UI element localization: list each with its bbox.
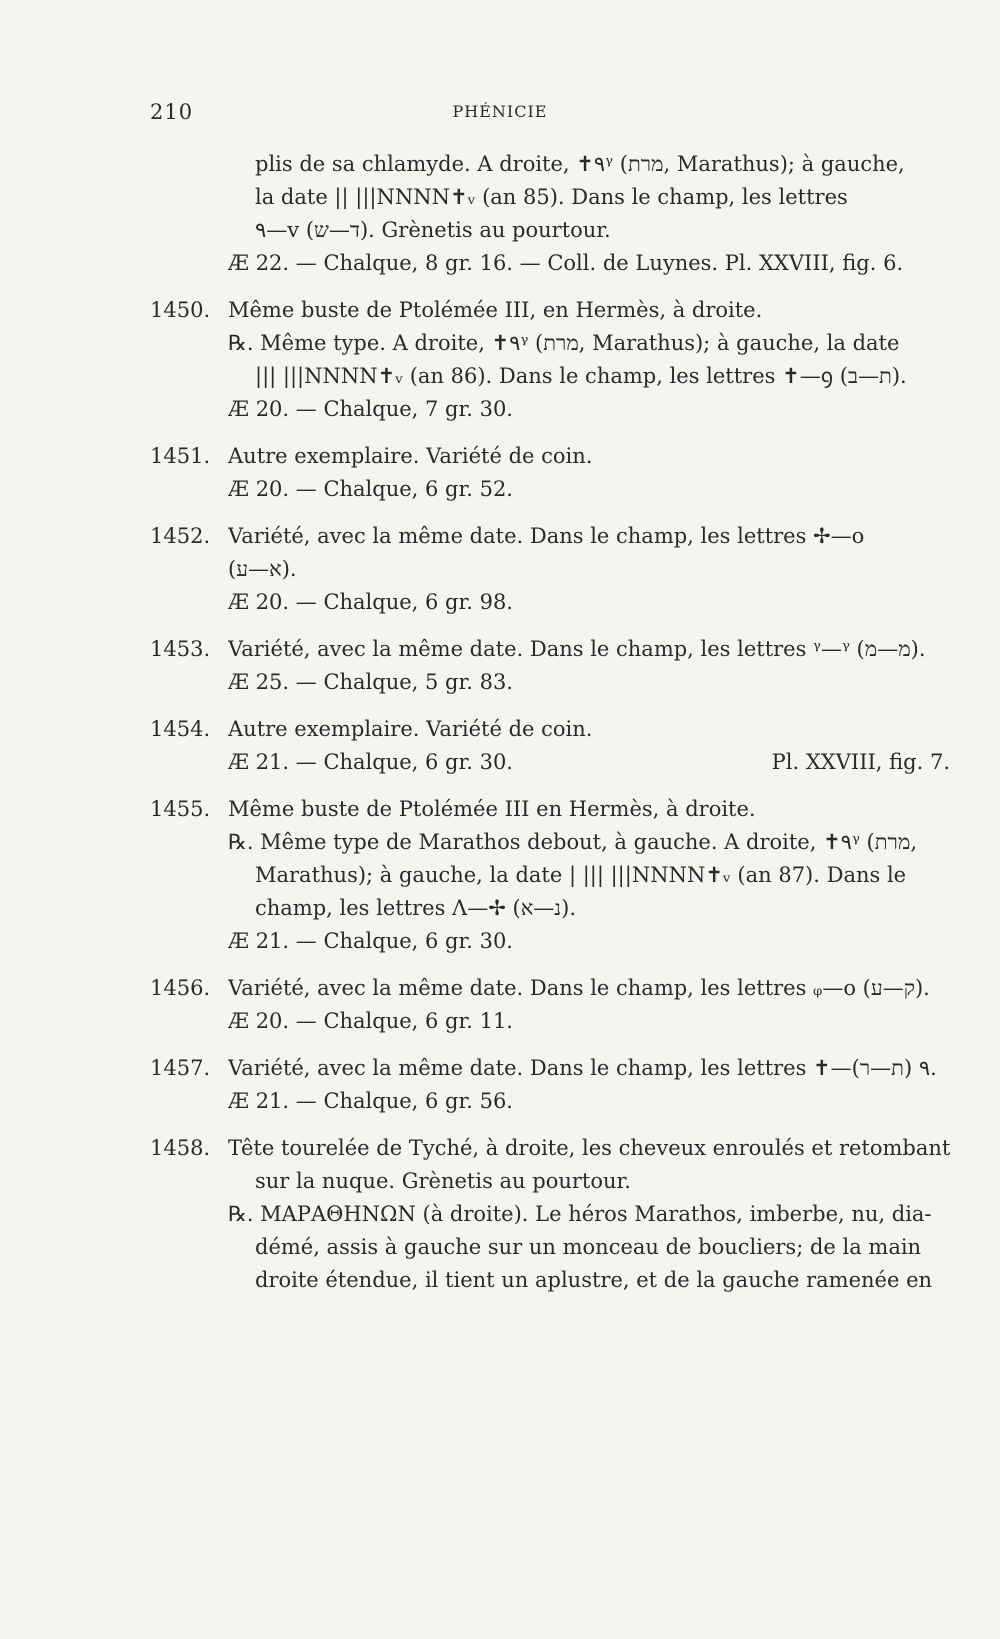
entry-line: [228, 1132, 950, 1165]
entry-line: [255, 148, 950, 181]
entry-line: [228, 746, 950, 779]
entry-line-text: Marathus); à gauche, la date | ||| |||ΝΝΝΝ✝ᵥ (an 87). Dans le: [255, 863, 907, 887]
entry-line: [228, 393, 950, 426]
entry-line-text: Variété, avec la même date. Dans le champ, les lettres ᵩ—ᴏ (ק—ע).: [228, 976, 930, 1000]
entry-line-text: Variété, avec la même date. Dans le champ, les lettres ✝—٩ (ת—ר).: [228, 1056, 937, 1080]
entry-line-text: Æ 20. — Chalque, 6 gr. 52.: [228, 477, 513, 501]
entry-line: [228, 713, 950, 746]
entry-line-text: ℞. Même type. A droite, ✝٩ᵞ (מרת, Marathus); à gauche, la date: [228, 331, 900, 355]
page-number: 210: [150, 100, 194, 124]
entry-line-text: la date || |||ΝΝΝΝ✝ᵥ (an 85). Dans le champ, les lettres: [255, 185, 848, 209]
entry-line: [228, 972, 950, 1005]
entry-line-text: Autre exemplaire. Variété de coin.: [228, 444, 593, 468]
entry-line-text: Æ 25. — Chalque, 5 gr. 83.: [228, 670, 513, 694]
entry-number: 1457.: [150, 1056, 211, 1080]
entry-line-text: Æ 20. — Chalque, 6 gr. 98.: [228, 590, 513, 614]
entry-line-text: Même buste de Ptolémée III en Hermès, à droite.: [228, 797, 756, 821]
catalogue-entry: [150, 633, 950, 699]
entry-line: [255, 214, 950, 247]
entry-line: [255, 1231, 950, 1264]
catalogue-entry: [150, 294, 950, 426]
catalogue-entry: [150, 148, 950, 280]
catalogue-entry: [150, 793, 950, 958]
entry-line: [228, 633, 950, 666]
entry-line: [228, 793, 950, 826]
entry-line: [255, 892, 950, 925]
entry-line-text: (א—ע).: [228, 557, 297, 581]
entry-line: [228, 294, 950, 327]
entry-line: [228, 440, 950, 473]
catalogue-entry: [150, 440, 950, 506]
entry-line-text: ℞. ΜΑΡΑΘΗΝΩΝ (à droite). Le héros Marathos, imberbe, nu, dia-: [228, 1202, 932, 1226]
catalogue-entry: [150, 1052, 950, 1118]
entry-line-text: plis de sa chlamyde. A droite, ✝٩ᵞ (מרת, Marathus); à gauche,: [255, 152, 905, 176]
entry-line: [228, 327, 950, 360]
entry-line-text: Æ 22. — Chalque, 8 gr. 16. — Coll. de Luynes. Pl. XXVIII, fig. 6.: [228, 251, 904, 275]
entry-line-text: Même buste de Ptolémée III, en Hermès, à droite.: [228, 298, 763, 322]
catalogue-entry: [150, 972, 950, 1038]
entry-line: [228, 586, 950, 619]
entry-line: [228, 1085, 950, 1118]
entry-line: [228, 553, 950, 586]
entry-line: [255, 360, 950, 393]
catalogue-entry: [150, 713, 950, 779]
entry-line-text: Variété, avec la même date. Dans le champ, les lettres ✢—ᴏ: [228, 524, 865, 548]
entry-line: [255, 1264, 950, 1297]
entry-line: [228, 666, 950, 699]
entry-line-text: Variété, avec la même date. Dans le champ, les lettres ᵞ—ᵞ (מ—מ).: [228, 637, 926, 661]
entry-line-text: Æ 21. — Chalque, 6 gr. 30.: [228, 750, 513, 774]
plate-reference: Pl. XXVIII, fig. 7.: [771, 750, 950, 774]
entry-line-text: ℞. Même type de Marathos debout, à gauche. A droite, ✝٩ᵞ (מרת,: [228, 830, 917, 854]
entry-line-text: droite étendue, il tient un aplustre, et de la gauche ramenée en: [255, 1268, 933, 1292]
entry-line-text: Æ 21. — Chalque, 6 gr. 30.: [228, 929, 513, 953]
entry-line: [228, 473, 950, 506]
entry-line: [228, 925, 950, 958]
entry-line: [255, 1165, 950, 1198]
page-header: [0, 100, 1000, 130]
entry-line: [228, 1005, 950, 1038]
entry-line: [228, 520, 950, 553]
entry-number: 1455.: [150, 797, 211, 821]
entry-line: [228, 1198, 950, 1231]
entry-line-text: ٩—ᴠ (ד—ש). Grènetis au pourtour.: [255, 218, 611, 242]
entry-line-text: démé, assis à gauche sur un monceau de boucliers; de la main: [255, 1235, 922, 1259]
entry-number: 1451.: [150, 444, 211, 468]
catalogue-entries: [150, 148, 950, 1311]
entry-number: 1452.: [150, 524, 211, 548]
entry-number: 1456.: [150, 976, 211, 1000]
entry-line: [228, 247, 950, 280]
entry-line-text: ||| |||ΝΝΝΝ✝ᵥ (an 86). Dans le champ, les lettres ✝—ꝯ (ת—ב).: [255, 364, 907, 388]
entry-line-text: Æ 20. — Chalque, 6 gr. 11.: [228, 1009, 513, 1033]
entry-number: 1453.: [150, 637, 211, 661]
entry-number: 1458.: [150, 1136, 211, 1160]
catalogue-entry: [150, 520, 950, 619]
entry-line-text: sur la nuque. Grènetis au pourtour.: [255, 1169, 631, 1193]
entry-line-text: champ, les lettres Λ—✢ (נ—א).: [255, 896, 576, 920]
entry-line-text: Æ 20. — Chalque, 7 gr. 30.: [228, 397, 513, 421]
entry-line: [228, 826, 950, 859]
entry-line-text: Autre exemplaire. Variété de coin.: [228, 717, 593, 741]
entry-line-text: Tête tourelée de Tyché, à droite, les cheveux enroulés et retombant: [228, 1136, 950, 1160]
catalogue-entry: [150, 1132, 950, 1297]
entry-number: 1450.: [150, 298, 211, 322]
entry-line: [228, 1052, 950, 1085]
running-head: PHÉNICIE: [452, 102, 548, 121]
entry-line: [255, 181, 950, 214]
entry-line-text: Æ 21. — Chalque, 6 gr. 56.: [228, 1089, 513, 1113]
entry-line: [255, 859, 950, 892]
entry-number: 1454.: [150, 717, 211, 741]
